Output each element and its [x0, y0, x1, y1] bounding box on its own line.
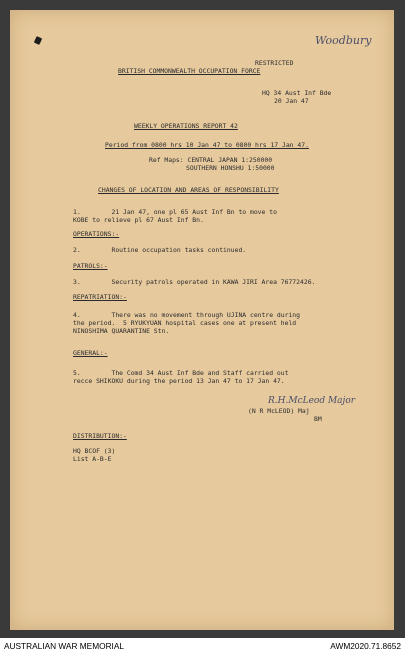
- distribution-heading: DISTRIBUTION:-: [73, 432, 127, 440]
- para-5-line-2: recce SHIKOKU during the period 13 Jan 47 to 17 Jan 47.: [73, 377, 285, 385]
- signature-role: BM: [314, 415, 322, 423]
- section-patrols-heading: PATROLS:-: [73, 262, 108, 270]
- section-general-heading: GENERAL:-: [73, 349, 108, 357]
- para-5-line-1: 5. The Comd 34 Aust Inf Bde and Staff carried out: [73, 369, 289, 377]
- period-line: Period from 0800 hrs 10 Jan 47 to 0800 hrs 17 Jan 47.: [105, 141, 309, 149]
- distribution-item-2: List A-B-E: [73, 455, 112, 463]
- ref-maps-line-2: SOUTHERN HONSHU 1:50000: [186, 164, 275, 172]
- document-page: [10, 10, 394, 630]
- para-2: 2. Routine occupation tasks continued.: [73, 246, 247, 254]
- ref-maps-line-1: Ref Maps: CENTRAL JAPAN 1:250000: [149, 156, 273, 164]
- signature-name: (N R McLEOD) Maj: [248, 407, 310, 415]
- section-repatriation-heading: REPATRIATION:-: [73, 293, 127, 301]
- date-line: 20 Jan 47: [274, 97, 309, 105]
- report-title: WEEKLY OPERATIONS REPORT 42: [134, 122, 238, 130]
- footer-accession: AWM2020.71.8652: [330, 641, 401, 651]
- section-changes-heading: CHANGES OF LOCATION AND AREAS OF RESPONSIBILITY: [98, 186, 279, 194]
- para-4-line-2: the period. 5 RYUKYUAN hospital cases one at present held: [73, 319, 297, 327]
- para-1-line-1: 1. 21 Jan 47, one pl 65 Aust Inf Bn to move to: [73, 208, 277, 216]
- handwritten-annotation: Woodbury: [315, 34, 372, 47]
- signature: R.H.McLeod Major: [268, 396, 356, 406]
- para-1-line-2: KOBE to relieve pl 67 Aust Inf Bn.: [73, 216, 204, 224]
- distribution-item-1: HQ BCOF (3): [73, 447, 116, 455]
- classification-marking: RESTRICTED: [255, 59, 294, 67]
- footer-institution: AUSTRALIAN WAR MEMORIAL: [4, 641, 125, 651]
- para-3: 3. Security patrols operated in KAWA JIRI Area 76772426.: [73, 278, 316, 286]
- para-4-line-3: NINOSHIMA QUARANTINE Stn.: [73, 327, 170, 335]
- section-operations-heading: OPERATIONS:-: [73, 230, 120, 238]
- footer-bar: [0, 638, 405, 653]
- para-4-line-1: 4. There was no movement through UJINA centre during: [73, 311, 301, 319]
- hq-line: HQ 34 Aust Inf Bde: [262, 89, 332, 97]
- punch-hole: [34, 36, 42, 45]
- force-heading: BRITISH COMMONWEALTH OCCUPATION FORCE: [118, 67, 261, 75]
